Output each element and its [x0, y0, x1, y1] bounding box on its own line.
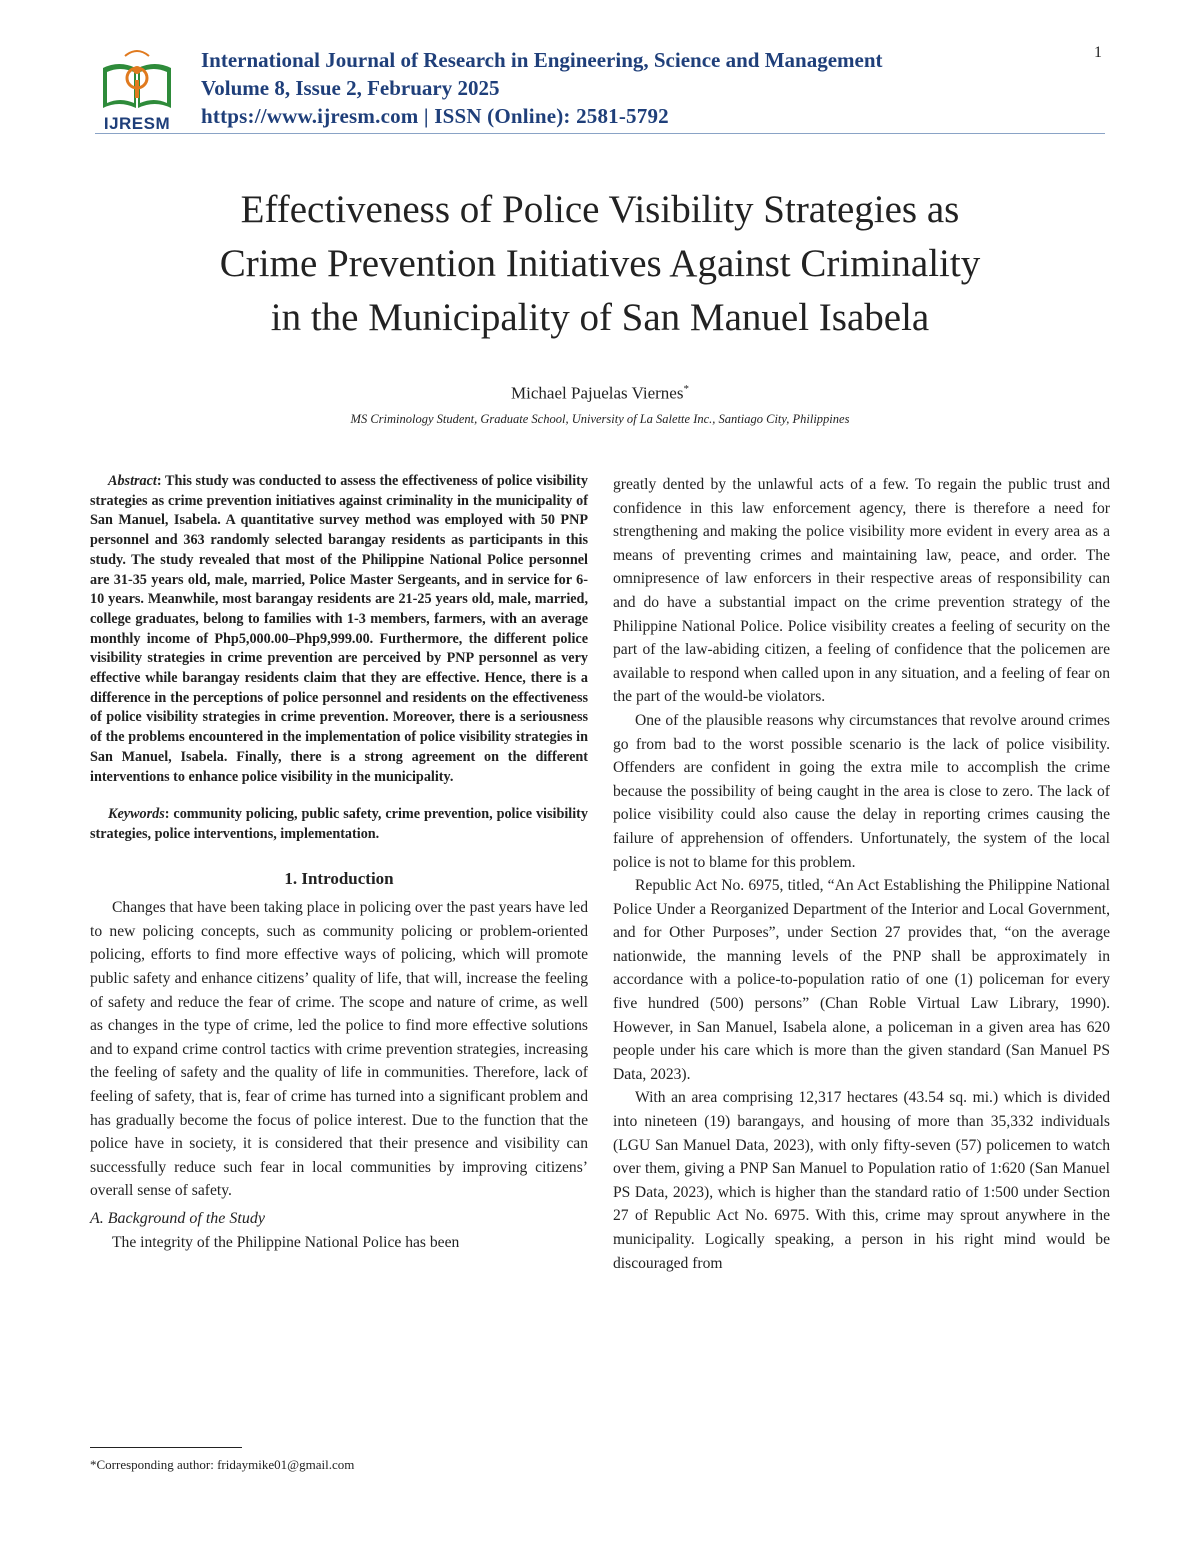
section-heading-introduction: 1. Introduction [284, 868, 394, 888]
body-paragraph: greatly dented by the unlawful acts of a few. To regain the public trust and confidence in this law enforcement agency, there is therefore a need for strengthening and making the police visibility more evident in every area as a means of preventing crimes and maintaining law, peace, and order. The omnipresence of law enforcers in their respective areas of responsibility can and do have a substantial impact on the crime prevention strategy of the Philippine National Police. Police visibility creates a feeling of security on the part of the law-abiding citizen, a feeling of confidence that the policemen are available to respond when called upon in any situation, and a feeling of fear on the part of the would-be violators. [613, 476, 1110, 706]
keywords-text: : community policing, public safety, crime prevention, police visibility strategies, police interventions, implementation. [90, 806, 588, 842]
header-divider [95, 133, 1105, 134]
paper-title [100, 183, 1100, 345]
abstract [90, 472, 588, 787]
body-paragraph: The integrity of the Philippine National Police has been [112, 1233, 460, 1251]
journal-volume-issue: Volume 8, Issue 2, February 2025 [201, 76, 500, 100]
journal-info [201, 46, 883, 130]
journal-header [95, 38, 1110, 134]
abstract-text: : This study was conducted to assess the effectiveness of police visibility strategies as crime prevention initiatives against criminality in the municipality of San Manuel, Isabela. A quantitative survey method was employed with 50 PNP personnel and 363 randomly selected barangay residents as participants in this study. The study revealed that most of the Philippine National Police personnel are 31-35 years old, male, married, Police Master Sergeants, and in service for 6-10 years. Meanwhile, most barangay residents are 21-25 years old, male, married, college graduates, belong to families with 1-3 members, farmers, with an average monthly income of Php5,000.00–Php9,999.00. Furthermore, the different police visibility strategies in crime prevention are perceived by PNP personnel as very effective while barangay residents claim that they are effective. Hence, there is a difference in the perceptions of police personnel and residents on the effectiveness of police visibility strategies in crime prevention. Moreover, there is a seriousness of the problems encountered in the implementation of police visibility strategies in San Manuel, Isabela. Finally, there is a strong agreement on the different interventions to enhance police visibility in the municipality. [90, 473, 588, 785]
footnote-divider [90, 1447, 242, 1448]
title-line: Effectiveness of Police Visibility Strategies as [240, 188, 960, 231]
left-column [90, 472, 588, 1254]
body-paragraph: With an area comprising 12,317 hectares (43.54 sq. mi.) which is divided into nineteen (19) barangays, and housing of more than 35,332 individuals (LGU San Manuel Data, 2023), with only fifty-seven (57) policemen to watch over them, giving a PNP San Manuel to Population ratio of 1:620 (San Manuel PS Data, 2023), which is higher than the standard ratio of 1:500 under Section 27 of Republic Act No. 6975. With this, crime may sprout anywhere in the municipality. Logically speaking, a person in his right mind would be discouraged from [613, 1089, 1110, 1272]
subsection-heading: A. Background of the Study [90, 1209, 265, 1227]
logo-text: IJRESM [103, 114, 171, 133]
journal-url-issn[interactable]: https://www.ijresm.com | ISSN (Online): 2581-5792 [201, 104, 669, 128]
title-line: in the Municipality of San Manuel Isabela [270, 296, 930, 339]
keywords-label: Keywords [108, 806, 165, 823]
page-number: 1 [1094, 44, 1102, 61]
body-paragraph: One of the plausible reasons why circumstances that revolve around crimes go from bad to the worst possible scenario is the lack of police visibility. Offenders are confident in going the extra mile to accomplish the crime because the possibility of being caught in the area is close to zero. The lack of police visibility could also cause the delay in reporting crimes causing the failure of apprehension of offenders. Unfortunately, the system of the local police is not to blame for this problem. [613, 711, 1110, 871]
author-affiliation: MS Criminology Student, Graduate School, University of La Salette Inc., Santiago City, Philippines [350, 412, 850, 426]
journal-name: International Journal of Research in Engineering, Science and Management [201, 48, 883, 72]
author-name [100, 383, 1100, 404]
corresponding-author-footnote: *Corresponding author: fridaymike01@gmail.com [90, 1457, 355, 1472]
journal-logo-icon [95, 46, 179, 132]
abstract-label: Abstract [108, 473, 157, 489]
right-column [613, 473, 1110, 1275]
body-paragraph: Changes that have been taking place in policing over the past years have led to new policing concepts, such as community policing or problem-oriented policing, efforts to find more effective ways of policing, which will promote public safety and enhance citizens’ quality of life, that will, increase the feeling of safety and reduce the fear of crime. The scope and nature of crime, as well as changes in the type of crime, led the police to find more effective solutions and to expand crime control tactics with crime prevention strategies, increasing the feeling of safety and the quality of life in communities. Therefore, lack of feeling of safety, that is, fear of crime has turned into a significant problem and has gradually become the focus of police interest. Due to the function that the police have in society, it is considered that their presence and visibility can successfully reduce such fear in local communities by improving citizens’ overall sense of safety. [90, 899, 588, 1200]
keywords [90, 805, 588, 844]
body-paragraph: Republic Act No. 6975, titled, “An Act Establishing the Philippine National Police Under a Reorganized Department of the Interior and Local Government, and for Other Purposes”, under Section 27 provides that, “on the average nationwide, the manning levels of the PNP shall be approximately in accordance with a police-to-population ratio of one (1) policeman for every five hundred (500) persons” (Chan Roble Virtual Law Library, 1990). However, in San Manuel, Isabela alone, a policeman in a given area has 620 people under his care which is more than the given standard (San Manuel PS Data, 2023). [613, 877, 1110, 1083]
author-name-text: Michael Pajuelas Viernes [511, 383, 684, 403]
author-mark: * [683, 383, 689, 395]
title-line: Crime Prevention Initiatives Against Criminality [219, 242, 981, 285]
